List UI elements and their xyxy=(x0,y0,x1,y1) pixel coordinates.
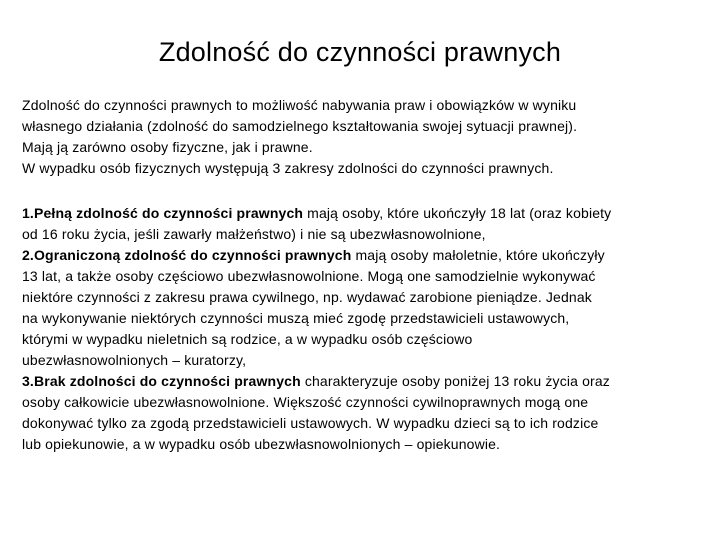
point-2-first-line xyxy=(22,245,706,266)
point-3-first-line xyxy=(22,371,706,392)
point-3-line: osoby całkowicie ubezwłasnowolnione. Większość czynności cywilnoprawnych mogą one xyxy=(22,394,589,410)
page-title: Zdolność do czynności prawnych xyxy=(158,37,562,68)
intro-paragraph xyxy=(22,95,702,179)
point-2-line: ubezwłasnowolnionych – kuratorzy, xyxy=(22,352,247,368)
intro-line: W wypadku osób fizycznych występują 3 zakresy zdolności do czynności prawnych. xyxy=(22,160,554,176)
point-text: mają osoby małoletnie, które ukończyły xyxy=(351,247,605,263)
point-term: Ograniczoną zdolność do czynności prawnych xyxy=(33,247,352,263)
point-text: mają osoby, które ukończyły 18 lat (oraz kobiety xyxy=(303,205,612,221)
point-1-line: od 16 roku życia, jeśli zawarły małżeństwo) i nie są ubezwłasnowolnione, xyxy=(22,226,486,242)
capacity-points-list xyxy=(22,203,706,455)
point-2-line: niektóre czynności z zakresu prawa cywilnego, np. wydawać zarobione pieniądze. Jednak xyxy=(22,289,592,305)
point-number: 1. xyxy=(22,205,34,221)
intro-line: własnego działania (zdolność do samodzielnego kształtowania swojej sytuacji prawnej). xyxy=(22,118,578,134)
point-number: 3. xyxy=(22,373,34,389)
point-1-first-line xyxy=(22,203,706,224)
point-3-line: dokonywać tylko za zgodą przedstawicieli ustawowych. W wypadku dzieci są to ich rodzice xyxy=(22,415,599,431)
point-2-line: na wykonywanie niektórych czynności muszą mieć zgodę przedstawicieli ustawowych, xyxy=(22,310,570,326)
point-3-line: lub opiekunowie, a w wypadku osób ubezwłasnowolnionych – opiekunowie. xyxy=(22,436,501,452)
point-text: charakteryzuje osoby poniżej 13 roku życia oraz xyxy=(300,373,610,389)
point-2-line: którymi w wypadku nieletnich są rodzice, a w wypadku osób częściowo xyxy=(22,331,473,347)
point-term: Pełną zdolność do czynności prawnych xyxy=(33,205,304,221)
intro-line: Zdolność do czynności prawnych to możliwość nabywania praw i obowiązków w wyniku xyxy=(22,97,577,113)
intro-line: Mają ją zarówno osoby fizyczne, jak i prawne. xyxy=(22,139,313,155)
point-number: 2. xyxy=(22,247,34,263)
point-term: Brak zdolności do czynności prawnych xyxy=(33,373,301,389)
point-2-line: 13 lat, a także osoby częściowo ubezwłasnowolnione. Mogą one samodzielnie wykonywać xyxy=(22,268,596,284)
